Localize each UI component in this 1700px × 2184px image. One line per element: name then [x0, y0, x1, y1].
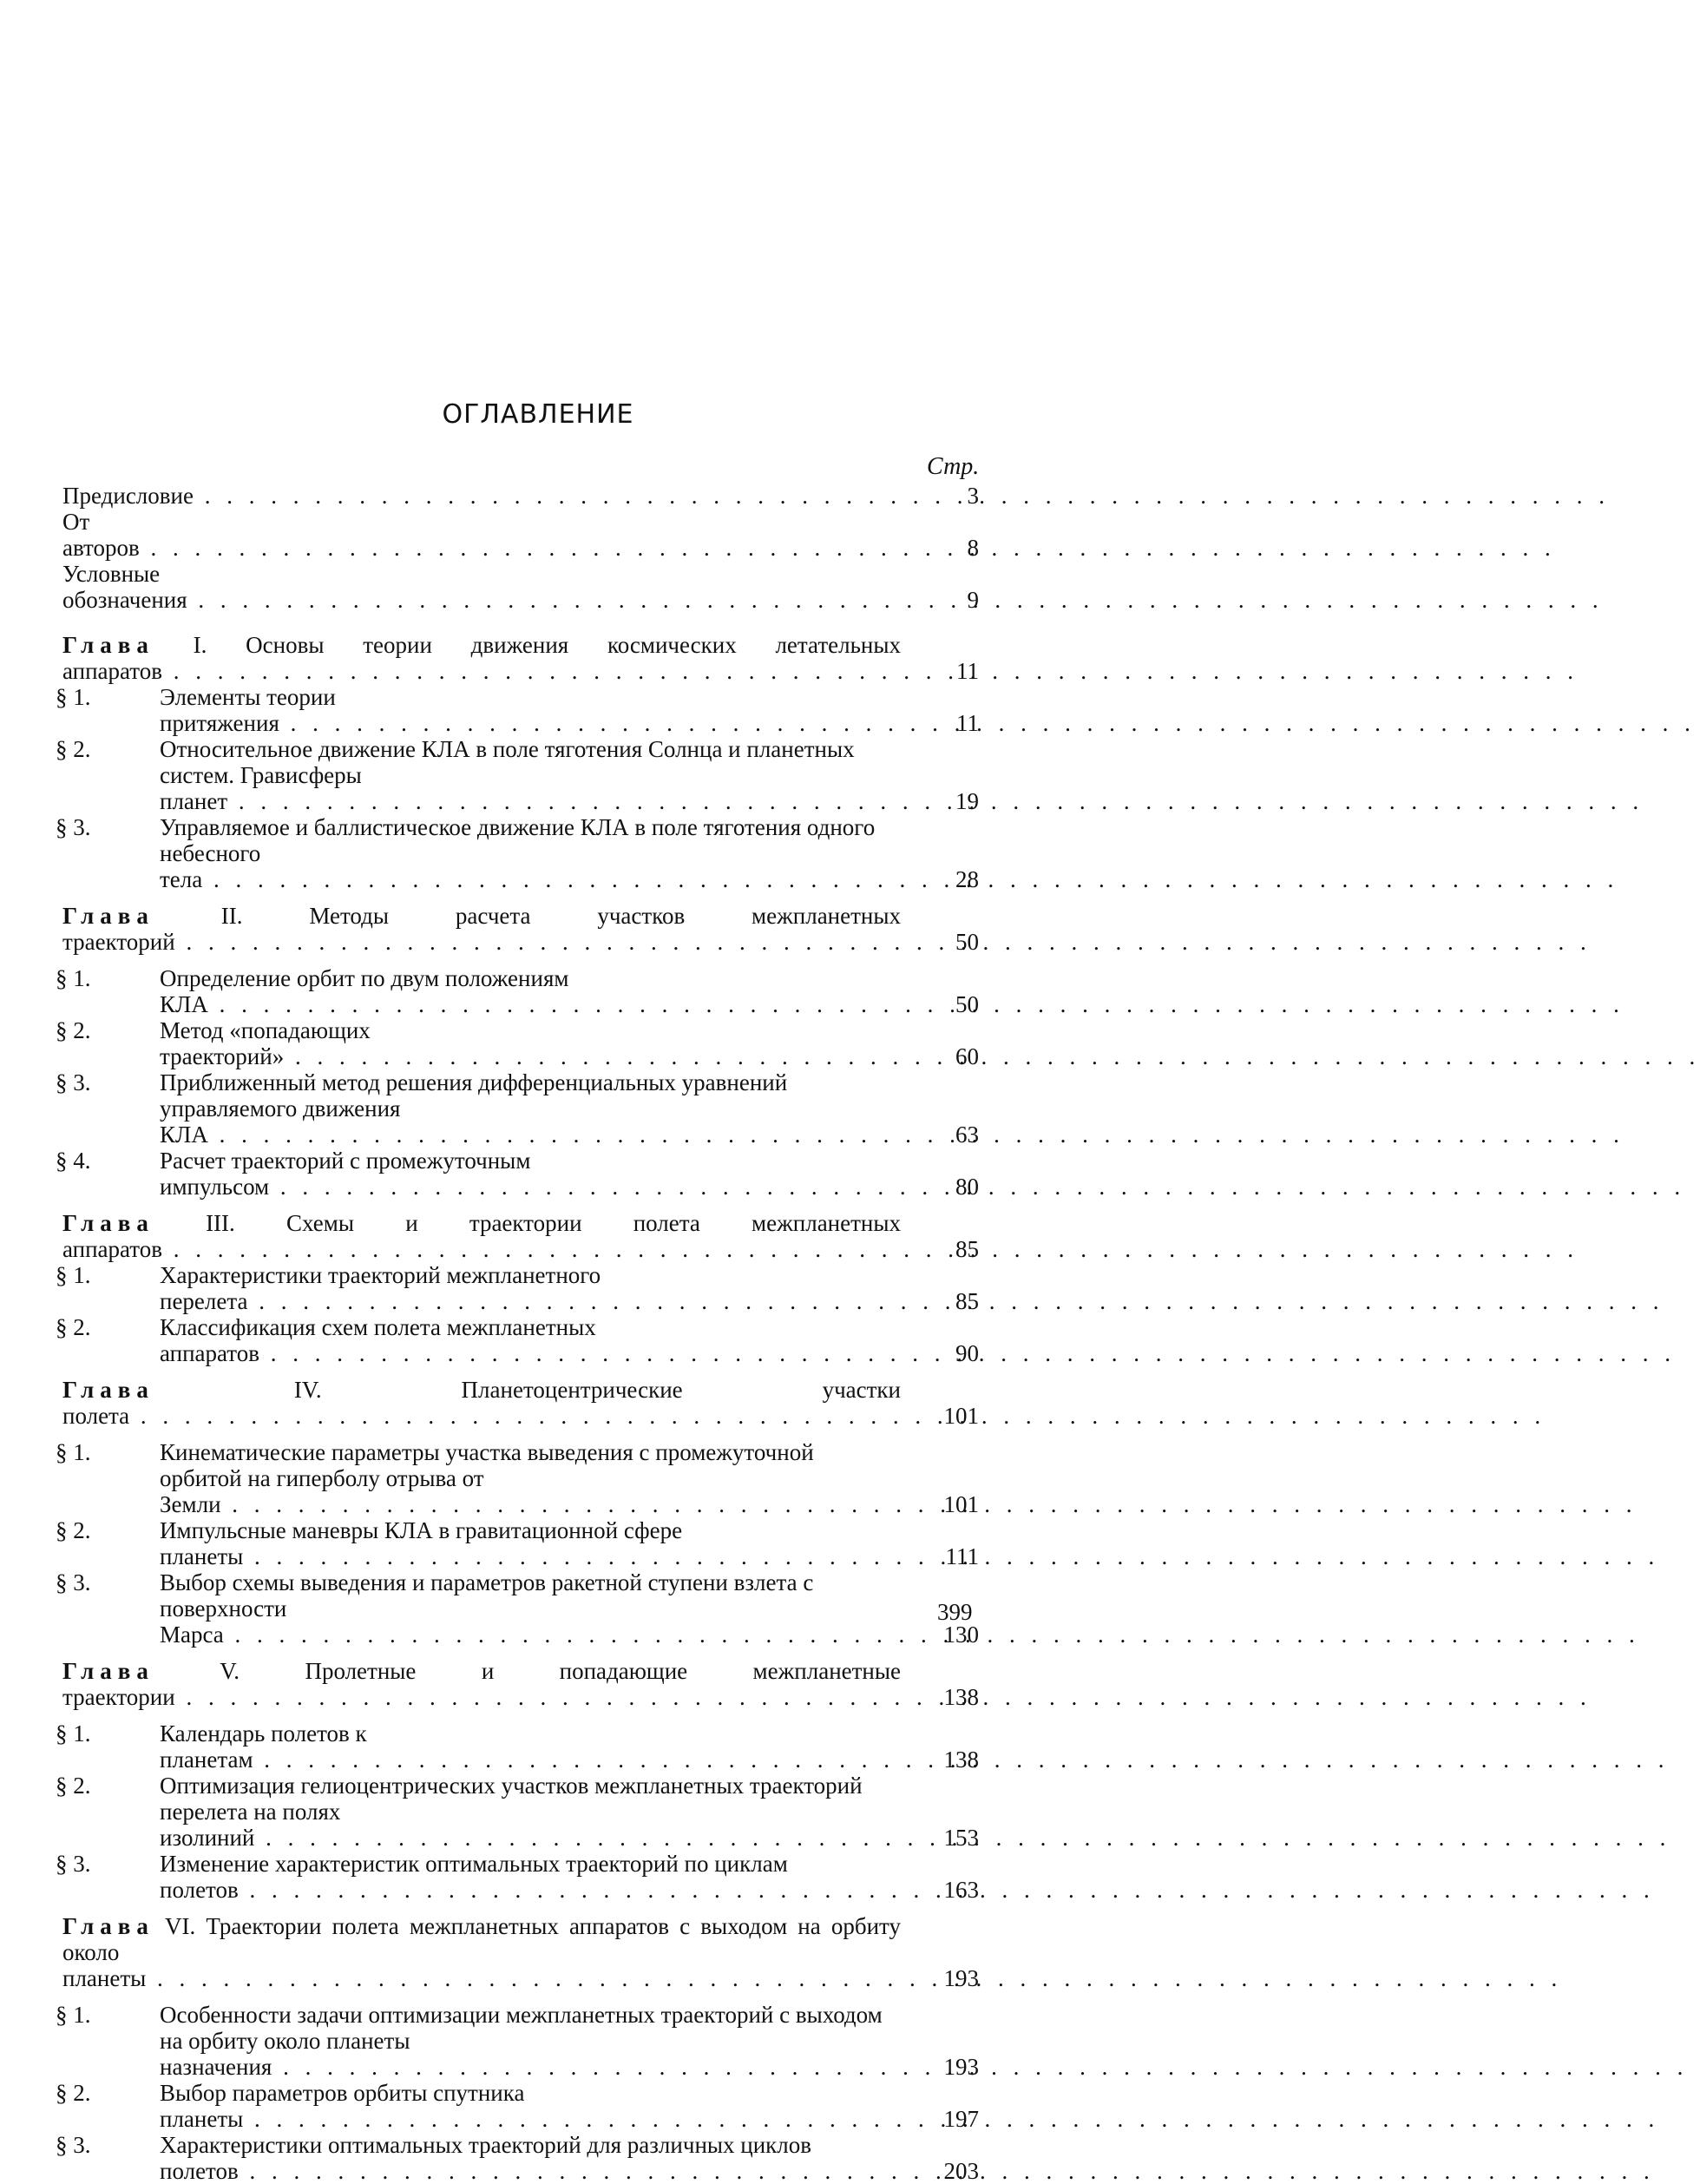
section-title: Кинематические параметры участка выведения с промежуточной орбитой на гиперболу отрыва от Земли . . .	[160, 1439, 1638, 1517]
toc-section[interactable]	[56, 2002, 988, 2080]
section-title: Выбор схемы выведения и параметров ракетной ступени взлета с поверхности Марса . . .	[160, 1569, 1640, 1648]
toc-entry-notation[interactable]	[62, 561, 988, 613]
toc-chapter-2[interactable]	[62, 903, 988, 955]
section-title: Характеристики оптимальных траекторий для различных циклов полетов . . .	[160, 2132, 1655, 2184]
toc-section[interactable]	[56, 1569, 988, 1648]
chapter-label: Глава	[62, 1210, 154, 1236]
section-title: Элементы теории притяжения . . .	[160, 684, 1696, 736]
section-title: Особенности задачи оптимизации межпланетных траекторий с выходом на орбиту около планеты назначения . . .	[160, 2002, 1688, 2080]
toc-section[interactable]	[56, 2132, 988, 2184]
toc-section[interactable]	[56, 965, 988, 1017]
section-page: 193	[943, 2054, 979, 2080]
section-page: 60	[955, 1043, 979, 1069]
toc-section[interactable]	[56, 684, 988, 736]
chapter-page: 50	[955, 929, 979, 955]
chapter-label: Глава	[62, 1377, 154, 1403]
section-title: Относительное движение КЛА в поле тяготения Солнца и планетных систем. Грависферы планет . . .	[160, 736, 1644, 814]
section-number: § 2.	[56, 736, 91, 762]
section-number: § 2.	[56, 1517, 91, 1543]
chapter-title: V. Пролетные и попадающие межпланетные траектории . . .	[62, 1658, 1592, 1710]
toc-entry-preface[interactable]	[62, 483, 988, 509]
toc-chapter-4[interactable]	[62, 1377, 988, 1429]
section-title: Приближенный метод решения дифференциальных уравнений управляемого движения КЛА . . .	[160, 1069, 1625, 1148]
section-page: 50	[955, 991, 979, 1017]
entry-title: Предисловие . . .	[62, 483, 1610, 509]
chapter-title: VI. Траектории полета межпланетных аппаратов с выходом на орбиту около планеты . . .	[62, 1913, 1562, 1991]
entry-page: 9	[967, 587, 979, 613]
section-title: Определение орбит по двум положениям КЛА . . .	[160, 965, 1625, 1017]
toc-title: ОГЛАВЛЕНИЕ	[442, 399, 634, 430]
section-number: § 3.	[56, 1069, 91, 1095]
toc-entry-from-authors[interactable]	[62, 509, 988, 561]
section-page: 130	[943, 1622, 979, 1648]
section-number: § 1.	[56, 1262, 91, 1288]
chapter-page: 101	[943, 1403, 979, 1429]
section-number: § 3.	[56, 1569, 91, 1595]
section-title: Выбор параметров орбиты спутника планеты . . .	[160, 2080, 1659, 2132]
toc-section[interactable]	[56, 1439, 988, 1517]
entry-title: Условные обозначения . . .	[62, 561, 1604, 613]
section-page: 153	[943, 1825, 979, 1851]
chapter-label: Глава	[62, 632, 154, 658]
section-page: 80	[955, 1174, 979, 1200]
section-page: 163	[943, 1877, 979, 1903]
section-number: § 1.	[56, 684, 91, 710]
toc-chapter-5[interactable]	[62, 1658, 988, 1710]
section-number: § 2.	[56, 1773, 91, 1799]
toc-section[interactable]	[56, 1720, 988, 1773]
page-number: 399	[937, 1599, 973, 1625]
section-title: Импульсные маневры КЛА в гравитационной сфере планеты . . .	[160, 1517, 1659, 1569]
section-page: 28	[955, 866, 979, 892]
section-page: 11	[956, 710, 979, 736]
table-of-contents	[56, 483, 988, 2184]
section-page: 90	[955, 1340, 979, 1366]
section-title: Расчет траекторий с промежуточным импульсом . . .	[160, 1148, 1685, 1200]
section-page: 203	[943, 2158, 979, 2184]
chapter-page: 11	[956, 658, 979, 684]
section-number: § 1.	[56, 1720, 91, 1747]
toc-section[interactable]	[56, 1773, 988, 1851]
chapter-page: 85	[955, 1236, 979, 1262]
chapter-page: 138	[943, 1684, 979, 1710]
section-title: Характеристики траекторий межпланетного перелета . . .	[160, 1262, 1664, 1314]
toc-section[interactable]	[56, 1017, 988, 1069]
page-column-label: Стр.	[927, 453, 980, 480]
section-number: § 4.	[56, 1148, 91, 1174]
toc-section[interactable]	[56, 1262, 988, 1314]
toc-chapter-1[interactable]	[62, 632, 988, 684]
section-title: Классификация схем полета межпланетных аппаратов . . .	[160, 1314, 1676, 1366]
entry-page: 3	[967, 483, 979, 509]
toc-section[interactable]	[56, 814, 988, 892]
section-title: Оптимизация гелиоцентрических участков межпланетных траекторий перелета на полях изолиний . . .	[160, 1773, 1670, 1851]
section-page: 85	[955, 1288, 979, 1314]
section-title: Календарь полетов к планетам . . .	[160, 1720, 1670, 1773]
chapter-title: I. Основы теории движения космических летательных аппаратов . . .	[62, 632, 1579, 684]
section-number: § 3.	[56, 2132, 91, 2158]
chapter-page: 193	[943, 1965, 979, 1991]
chapter-label: Глава	[62, 1658, 154, 1684]
chapter-title: III. Схемы и траектории полета межпланетных аппаратов . . .	[62, 1210, 1579, 1262]
toc-section[interactable]	[56, 1069, 988, 1148]
entry-page: 8	[967, 535, 979, 561]
section-title: Изменение характеристик оптимальных траекторий по циклам полетов . . .	[160, 1851, 1655, 1903]
section-number: § 3.	[56, 1851, 91, 1877]
section-title: Метод «попадающих траекторий» . . .	[160, 1017, 1700, 1069]
chapter-title: II. Методы расчета участков межпланетных траекторий . . .	[62, 903, 1592, 955]
toc-section[interactable]	[56, 2080, 988, 2132]
section-page: 63	[955, 1122, 979, 1148]
toc-section[interactable]	[56, 1148, 988, 1200]
section-number: § 1.	[56, 2002, 91, 2028]
section-title: Управляемое и баллистическое движение КЛА в поле тяготения одного небесного тела . . .	[160, 814, 1618, 892]
section-page: 101	[943, 1491, 979, 1517]
chapter-title: IV. Планетоцентрические участки полета . . .	[62, 1377, 1546, 1429]
section-page: 111	[945, 1543, 979, 1569]
section-page: 19	[955, 788, 979, 814]
entry-title: От авторов . . .	[62, 509, 1556, 561]
section-number: § 1.	[56, 965, 91, 991]
section-number: § 2.	[56, 1314, 91, 1340]
toc-section[interactable]	[56, 1851, 988, 1903]
section-number: § 1.	[56, 1439, 91, 1465]
chapter-label: Глава	[62, 1913, 154, 1939]
toc-section[interactable]	[56, 1517, 988, 1569]
toc-chapter-3[interactable]	[62, 1210, 988, 1262]
section-number: § 2.	[56, 1017, 91, 1043]
toc-section[interactable]	[56, 736, 988, 814]
section-number: § 2.	[56, 2080, 91, 2106]
section-page: 197	[943, 2106, 979, 2132]
toc-chapter-6[interactable]	[62, 1913, 988, 1991]
toc-section[interactable]	[56, 1314, 988, 1366]
chapter-label: Глава	[62, 903, 154, 929]
section-number: § 3.	[56, 814, 91, 840]
section-page: 138	[943, 1747, 979, 1773]
